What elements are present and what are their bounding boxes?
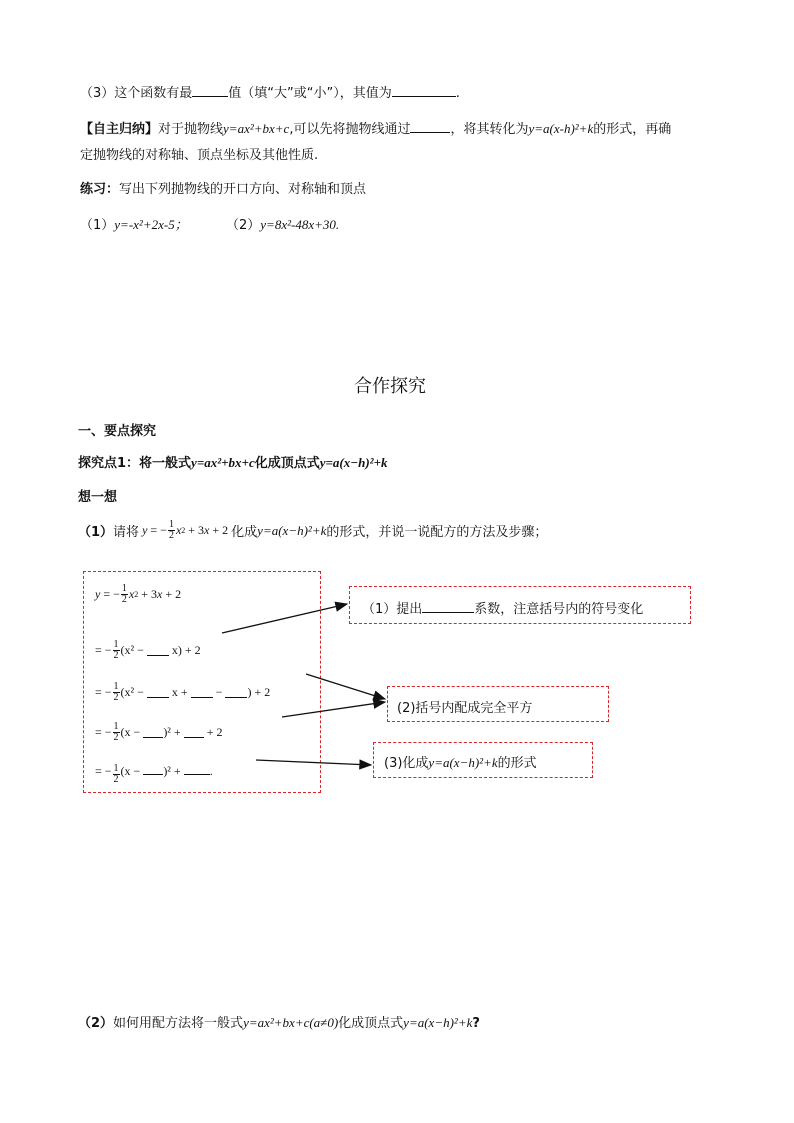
summary-text-b: ,可以先将抛物线通过	[289, 122, 411, 137]
summary-line-2: 定抛物线的对称轴、顶点坐标及其他性质.	[80, 148, 319, 163]
practice-item-2-no: （2）	[226, 218, 261, 233]
point1-label: 探究点1：将一般式	[78, 456, 192, 471]
note-1: （1）提出 系数，注意括号内的符号变化	[362, 602, 644, 617]
practice-item-1-expr: y=-x²+2x-5；	[114, 217, 188, 232]
q2-line	[78, 1012, 480, 1031]
note-2: (2)括号内配成完全平方	[397, 701, 533, 716]
heading-key-points: 一、要点探究	[78, 424, 157, 439]
q1-a: 请将	[113, 525, 140, 540]
q2-expr-a: y=ax²+bx+c(a≠0)	[243, 1015, 339, 1030]
q1-expr: y=a(x−h)²+k	[257, 522, 327, 538]
q3-end: .	[455, 86, 460, 101]
step-line-4: = − $\frac{1}{2}$ (x − )² + + 2	[95, 721, 223, 743]
q1-formula: y = − $\frac{1}{2}$ x 2 + 3 x + 2	[142, 519, 229, 541]
step-line-1: y = − $\frac{1}{2}$ x 2 + 3 x + 2	[95, 583, 182, 605]
q1-no: （1）	[78, 525, 114, 540]
section-title: 合作探究	[354, 376, 426, 397]
arrow-step-2b	[282, 702, 385, 717]
q2-b: 化成顶点式	[338, 1016, 404, 1031]
q2-no: （2）	[78, 1016, 114, 1031]
arrow-step-3	[256, 760, 371, 765]
q2-expr-b: y=a(x−h)²+k	[403, 1015, 473, 1030]
arrow-step-1	[222, 604, 347, 633]
q1-c: 的形式，并说一说配方的方法及步骤；	[326, 525, 548, 540]
step-line-3: = − $\frac{1}{2}$ (x² − x + − ) + 2	[95, 681, 271, 703]
point1-expr-a: y=ax²+bx+c	[191, 455, 255, 470]
think-heading: 想一想	[78, 490, 118, 505]
arrow-step-2a	[306, 674, 385, 699]
step-line-5: = − $\frac{1}{2}$ (x − )² + .	[95, 764, 213, 785]
summary-text-a: 对于抛物线	[158, 122, 224, 137]
point1-expr-b: y=a(x−h)²+k	[319, 455, 388, 470]
q2-c: ?	[472, 1016, 480, 1031]
practice-label: 练习：	[80, 182, 120, 197]
q3-prefix: （3）这个函数有最	[80, 86, 193, 101]
q3-mid: 值（填“大”或“小”），其值为	[228, 86, 392, 101]
practice-item-1-no: （1）	[80, 218, 115, 233]
summary-text-d: 的形式，再确	[593, 122, 672, 137]
step-line-2: = − $\frac{1}{2}$ (x² − x) + 2	[95, 639, 201, 661]
summary-text-c: ，将其转化为	[450, 122, 529, 137]
q1-b: 化成	[231, 525, 258, 540]
summary-expr-a: y=ax²+bx+c	[223, 121, 290, 136]
q2-a: 如何用配方法将一般式	[113, 1016, 244, 1031]
summary-expr-b: y=a(x-h)²+k	[528, 121, 594, 136]
point1-mid: 化成顶点式	[254, 456, 320, 471]
practice-item-2-expr: y=8x²-48x+30.	[260, 217, 340, 232]
note-3: (3)化成y=a(x−h)²+k的形式	[384, 755, 537, 771]
summary-label: 【自主归纳】	[80, 122, 159, 137]
practice-text: 写出下列抛物线的开口方向、对称轴和顶点	[119, 182, 367, 197]
